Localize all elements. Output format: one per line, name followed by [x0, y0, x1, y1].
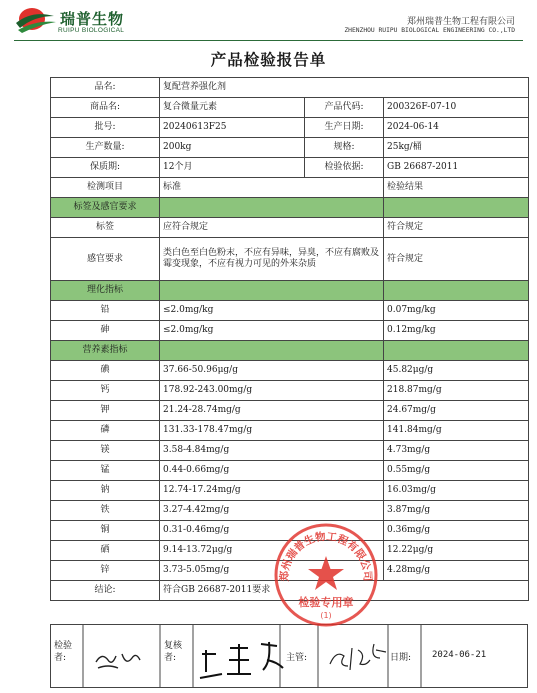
item-name: 钾 [51, 401, 160, 421]
table-row [51, 361, 529, 381]
stamp-number-text: (1) [320, 611, 332, 620]
conclusion-value: 符合GB 26687-2011要求 [160, 581, 529, 601]
logo-subtitle: RUIPU BIOLOGICAL [58, 27, 125, 34]
item-name: 锌 [51, 561, 160, 581]
batch-value: 20240613F25 [160, 118, 305, 138]
spec-value: 25kg/桶 [384, 138, 529, 158]
column-item: 检测项目 [51, 178, 160, 198]
item-result: 218.87mg/g [384, 381, 529, 401]
column-header-row [51, 178, 529, 198]
item-name: 锰 [51, 461, 160, 481]
stamp-org-text: 郑州瑞普生物工程有限公司 [278, 530, 374, 582]
section-label: 标签及感官要求 [51, 198, 160, 218]
item-result: 141.84mg/g [384, 421, 529, 441]
info-row [51, 78, 529, 98]
item-result: 24.67mg/g [384, 401, 529, 421]
qty-value: 200kg [160, 138, 305, 158]
basis-value: GB 26687-2011 [384, 158, 529, 178]
table-row [51, 561, 529, 581]
section-label: 营养素指标 [51, 341, 160, 361]
info-row [51, 98, 529, 118]
item-name: 铅 [51, 301, 160, 321]
report-header [0, 0, 537, 42]
inspector-label: 检验者: [54, 641, 73, 663]
item-result: 45.82μg/g [384, 361, 529, 381]
company-name-cn: 郑州瑞普生物工程有限公司 [406, 17, 515, 27]
table-row [51, 521, 529, 541]
qty-label: 生产数量: [51, 138, 160, 158]
conclusion-row [51, 581, 529, 601]
item-standard: 应符合规定 [160, 218, 384, 238]
item-standard: 0.44-0.66mg/g [160, 461, 384, 481]
company-name-en: ZHENZHOU RUIPU BIOLOGICAL ENGINEERING CO.,LTD [344, 27, 515, 34]
table-row [51, 218, 529, 238]
date-label: 日期: [390, 653, 412, 663]
item-name: 标签 [51, 218, 160, 238]
item-result: 12.22μg/g [384, 541, 529, 561]
item-standard: 类白色至白色粉末，不应有异味，异臭，不应有腐败及霉变现象，不应有视力可见的外来杂质 [160, 238, 384, 281]
item-standard: 0.31-0.46mg/g [160, 521, 384, 541]
name-value: 复配营养强化剂 [160, 78, 529, 98]
date-value: 2024-06-14 [384, 118, 529, 138]
section-row-sensory [51, 198, 529, 218]
table-row [51, 481, 529, 501]
table-row [51, 501, 529, 521]
item-standard: 131.33-178.47mg/g [160, 421, 384, 441]
item-standard: 37.66-50.96μg/g [160, 361, 384, 381]
logo-name: 瑞普生物 [60, 11, 125, 28]
signature-date: 2024-06-21 [432, 650, 487, 660]
item-name: 铜 [51, 521, 160, 541]
item-result: 0.55mg/g [384, 461, 529, 481]
batch-label: 批号: [51, 118, 160, 138]
table-row [51, 441, 529, 461]
info-row [51, 138, 529, 158]
name-label: 品名: [51, 78, 160, 98]
item-result: 0.36mg/g [384, 521, 529, 541]
item-name: 钙 [51, 381, 160, 401]
item-result: 4.73mg/g [384, 441, 529, 461]
supervisor-label: 主管: [286, 653, 308, 663]
item-name: 镁 [51, 441, 160, 461]
shelf-label: 保质期: [51, 158, 160, 178]
section-row-nutrient [51, 341, 529, 361]
item-standard: 3.73-5.05mg/g [160, 561, 384, 581]
item-result: 0.12mg/kg [384, 321, 529, 341]
logo-emblem-icon [14, 6, 58, 36]
header-divider [14, 40, 523, 41]
item-standard: 3.27-4.42mg/g [160, 501, 384, 521]
conclusion-label: 结论: [51, 581, 160, 601]
inspector-signature [96, 654, 140, 668]
table-row [51, 461, 529, 481]
code-label: 产品代码: [305, 98, 384, 118]
table-row [51, 321, 529, 341]
item-name: 钠 [51, 481, 160, 501]
item-standard: 21.24-28.74mg/g [160, 401, 384, 421]
column-result: 检验结果 [384, 178, 529, 198]
column-standard: 标准 [160, 178, 384, 198]
info-row [51, 158, 529, 178]
table-row [51, 401, 529, 421]
item-name: 感官要求 [51, 238, 160, 281]
product-value: 复合微量元素 [160, 98, 305, 118]
item-name: 砷 [51, 321, 160, 341]
company-logo [14, 6, 144, 38]
item-result: 16.03mg/g [384, 481, 529, 501]
item-name: 碘 [51, 361, 160, 381]
reviewer-signature [200, 642, 283, 678]
reviewer-label: 复核者: [164, 641, 183, 663]
table-row [51, 238, 529, 281]
item-result: 4.28mg/g [384, 561, 529, 581]
shelf-value: 12个月 [160, 158, 305, 178]
table-row [51, 301, 529, 321]
section-label: 理化指标 [51, 281, 160, 301]
stamp-purpose-text: 检验专用章 [298, 596, 354, 609]
date-label: 生产日期: [305, 118, 384, 138]
item-name: 铁 [51, 501, 160, 521]
product-label: 商品名: [51, 98, 160, 118]
item-standard: 3.58-4.84mg/g [160, 441, 384, 461]
item-standard: 178.92-243.00mg/g [160, 381, 384, 401]
page-title: 产品检验报告单 [210, 51, 327, 69]
item-name: 硒 [51, 541, 160, 561]
item-standard: ≤2.0mg/kg [160, 321, 384, 341]
section-row-physchem [51, 281, 529, 301]
spec-label: 规格: [305, 138, 384, 158]
table-row [51, 381, 529, 401]
item-result: 0.07mg/kg [384, 301, 529, 321]
supervisor-signature [330, 644, 386, 670]
basis-label: 检验依据: [305, 158, 384, 178]
table-row [51, 541, 529, 561]
item-result: 符合规定 [384, 238, 529, 281]
item-name: 磷 [51, 421, 160, 441]
table-row [51, 421, 529, 441]
item-standard: 9.14-13.72μg/g [160, 541, 384, 561]
item-result: 3.87mg/g [384, 501, 529, 521]
item-result: 符合规定 [384, 218, 529, 238]
inspection-table [50, 77, 529, 601]
info-row [51, 118, 529, 138]
item-standard: ≤2.0mg/kg [160, 301, 384, 321]
item-standard: 12.74-17.24mg/g [160, 481, 384, 501]
code-value: 200326F-07-10 [384, 98, 529, 118]
